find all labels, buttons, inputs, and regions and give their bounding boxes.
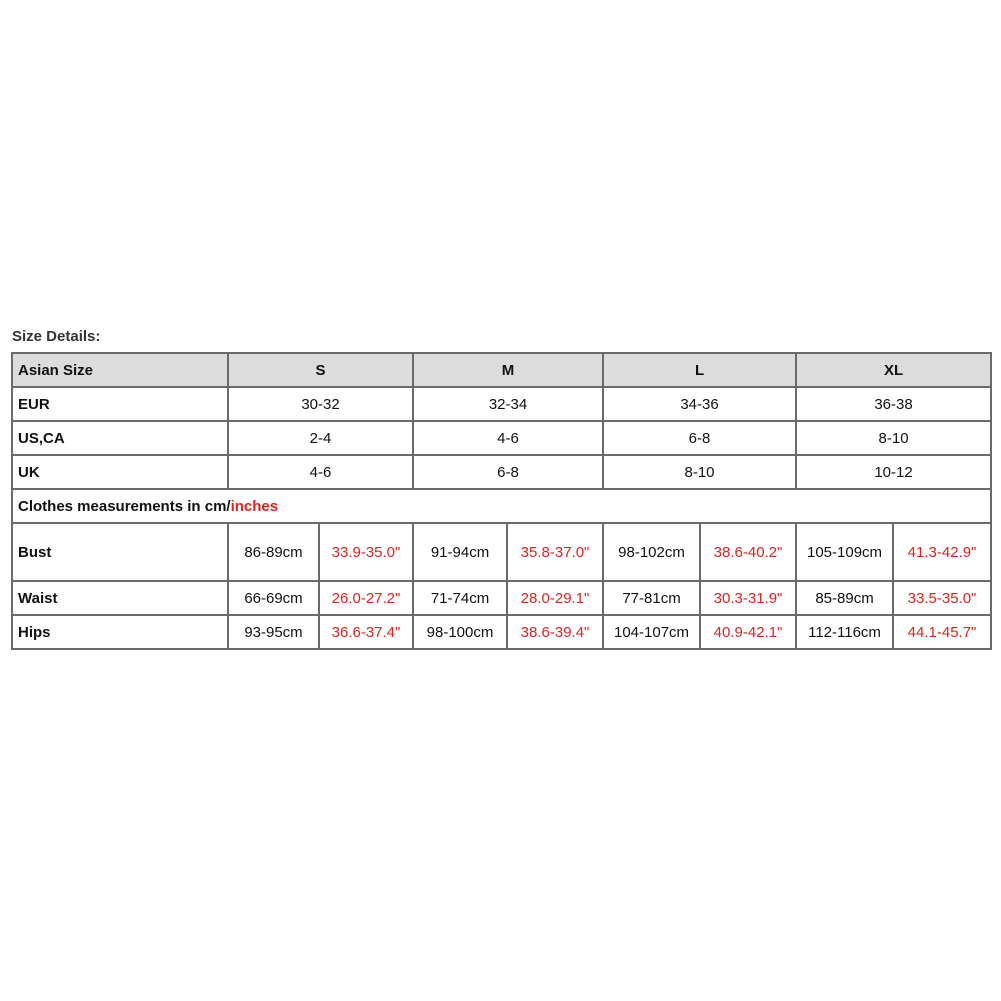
inch-cell: 38.6-40.2" [700,523,796,581]
table-cell: 8-10 [796,421,991,455]
cm-cell: 91-94cm [413,523,507,581]
row-label: Bust [12,523,228,581]
inch-cell: 33.5-35.0" [893,581,991,615]
cm-cell: 93-95cm [228,615,319,649]
size-header-s: S [228,353,413,387]
table-row-hips [12,615,991,649]
size-header-l: L [603,353,796,387]
table-row-uk [12,455,991,489]
table-cell: 2-4 [228,421,413,455]
row-label: UK [12,455,228,489]
inch-cell: 36.6-37.4" [319,615,413,649]
inch-cell: 33.9-35.0" [319,523,413,581]
inch-cell: 44.1-45.7" [893,615,991,649]
row-label: EUR [12,387,228,421]
table-cell: 4-6 [228,455,413,489]
row-label: Hips [12,615,228,649]
inch-cell: 28.0-29.1" [507,581,603,615]
inch-cell: 30.3-31.9" [700,581,796,615]
table-row-us-ca [12,421,991,455]
cm-cell: 66-69cm [228,581,319,615]
table-cell: 32-34 [413,387,603,421]
cm-cell: 98-100cm [413,615,507,649]
table-row-bust [12,523,991,581]
cm-cell: 104-107cm [603,615,700,649]
measurements-heading [12,489,991,523]
row-label: US,CA [12,421,228,455]
inch-cell: 40.9-42.1" [700,615,796,649]
size-header-xl: XL [796,353,991,387]
table-cell: 10-12 [796,455,991,489]
table-cell: 6-8 [603,421,796,455]
inch-cell: 41.3-42.9" [893,523,991,581]
table-row-waist [12,581,991,615]
inch-cell: 26.0-27.2" [319,581,413,615]
cm-cell: 85-89cm [796,581,893,615]
table-cell: 8-10 [603,455,796,489]
table-cell: 36-38 [796,387,991,421]
table-cell: 6-8 [413,455,603,489]
cm-cell: 98-102cm [603,523,700,581]
cm-cell: 86-89cm [228,523,319,581]
asian-size-header: Asian Size [12,353,228,387]
measurements-heading-inches: inches [230,497,279,515]
cm-cell: 105-109cm [796,523,893,581]
table-row-eur [12,387,991,421]
inch-cell: 35.8-37.0" [507,523,603,581]
table-cell: 34-36 [603,387,796,421]
table-cell: 4-6 [413,421,603,455]
cm-cell: 77-81cm [603,581,700,615]
measurements-heading-text: Clothes measurements in cm/ [18,497,231,515]
inch-cell: 38.6-39.4" [507,615,603,649]
cm-cell: 71-74cm [413,581,507,615]
size-details-caption: Size Details: [12,328,101,345]
table-cell: 30-32 [228,387,413,421]
cm-cell: 112-116cm [796,615,893,649]
header-row [12,353,991,387]
size-chart-table [11,352,992,650]
size-header-m: M [413,353,603,387]
row-label: Waist [12,581,228,615]
measurements-heading-row [12,489,991,523]
